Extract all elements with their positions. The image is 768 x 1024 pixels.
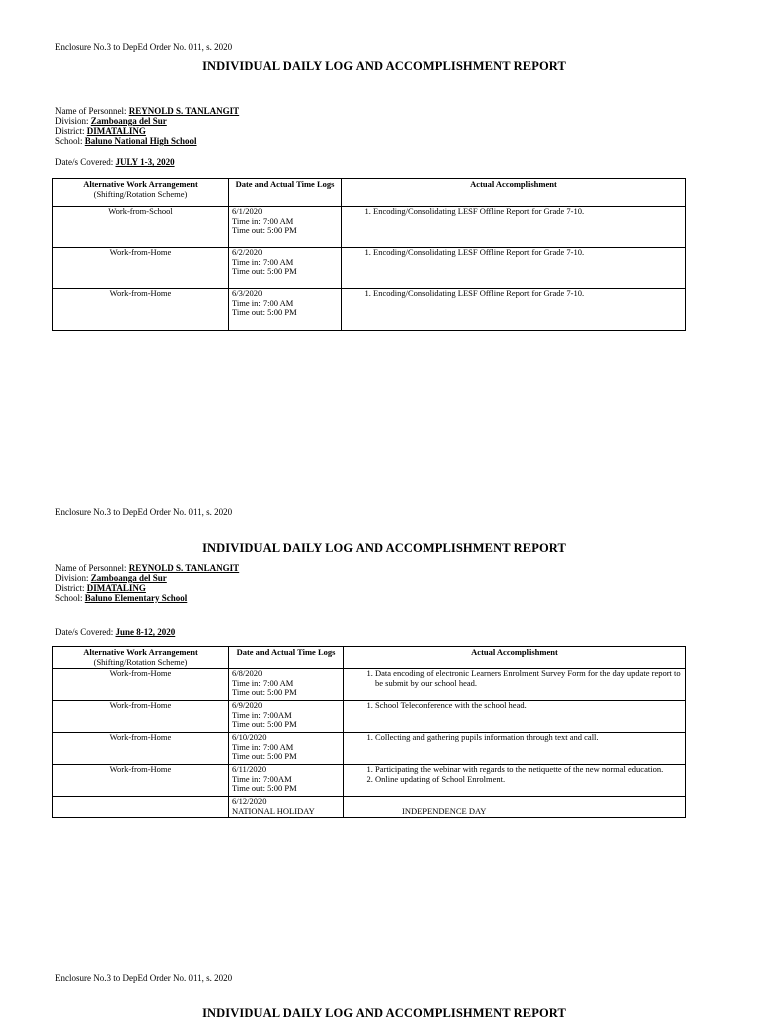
table-header-row [53,179,686,207]
date-time-cell: 6/1/2020 Time in: 7:00 AM Time out: 5:00 PM [229,207,342,248]
date-time-cell: 6/11/2020 Time in: 7:00AM Time out: 5:00 PM [229,765,344,797]
arrangement-cell: Work-from-Home [53,733,229,765]
school-value: Baluno National High School [84,136,197,146]
district-label: District: [55,126,87,136]
district-line [55,583,239,593]
arrangement-cell: Work-from-Home [53,248,229,289]
date-time-cell: 6/10/2020 Time in: 7:00 AM Time out: 5:00 PM [229,733,344,765]
school-label: School: [55,136,85,146]
dates-covered-2 [55,627,175,637]
accomplishment-cell: 1. Encoding/Consolidating LESF Offline Report for Grade 7-10. [342,207,686,248]
table-row [53,765,686,797]
dates-covered-1 [55,157,175,167]
report-title-3: INDIVIDUAL DAILY LOG AND ACCOMPLISHMENT REPORT [202,1006,566,1020]
personnel-name-line [55,106,239,116]
dates-label: Date/s Covered: [55,157,116,167]
enclosure-note-1: Enclosure No.3 to DepEd Order No. 011, s. 2020 [55,42,233,52]
report-title-2: INDIVIDUAL DAILY LOG AND ACCOMPLISHMENT REPORT [202,541,566,555]
personnel-label: Name of Personnel: [55,106,129,116]
date-time-cell: 6/8/2020 Time in: 7:00 AM Time out: 5:00 PM [229,669,344,701]
log-table-1 [52,178,686,331]
district-value: DIMATALING [86,126,146,136]
date-time-cell: 6/9/2020 Time in: 7:00AM Time out: 5:00 PM [229,701,344,733]
table-row [53,669,686,701]
school-value: Baluno Elementary School [84,593,188,603]
report-title-1: INDIVIDUAL DAILY LOG AND ACCOMPLISHMENT REPORT [202,59,566,73]
accomplishment-cell: 1. Participating the webinar with regards to the netiquette of the new normal education. 2. Online updating of School Enrolment. [344,765,686,797]
school-label: School: [55,593,85,603]
district-line [55,126,239,136]
table-row [53,207,686,248]
district-value: DIMATALING [86,583,146,593]
holiday-name: INDEPENDENCE DAY [402,805,487,816]
division-line [55,573,239,583]
arrangement-cell: Work-from-Home [53,289,229,331]
enclosure-note-2: Enclosure No.3 to DepEd Order No. 011, s. 2020 [55,507,233,517]
school-line [55,593,239,603]
enclosure-note-3: Enclosure No.3 to DepEd Order No. 011, s. 2020 [55,973,233,983]
accomplishment-cell: 1. Collecting and gathering pupils information through text and call. [344,733,686,765]
header-accomplishment: Actual Accomplishment [344,647,686,669]
arrangement-cell: Work-from-Home [53,669,229,701]
accomplishment-cell [344,797,686,818]
date-time-cell: 6/2/2020 Time in: 7:00 AM Time out: 5:00 PM [229,248,342,289]
personnel-name: REYNOLD S. TANLANGIT [128,563,240,573]
holiday-row [53,797,686,818]
division-line [55,116,239,126]
date-time-cell: 6/3/2020 Time in: 7:00 AM Time out: 5:00 PM [229,289,342,331]
personnel-label: Name of Personnel: [55,563,129,573]
school-line [55,136,239,146]
district-label: District: [55,583,87,593]
header-date-time: Date and Actual Time Logs [229,647,344,669]
dates-value: JULY 1-3, 2020 [115,157,175,167]
division-label: Division: [55,116,91,126]
division-label: Division: [55,573,91,583]
table-row [53,248,686,289]
table-row [53,289,686,331]
personnel-name: REYNOLD S. TANLANGIT [128,106,240,116]
accomplishment-cell: 1. School Teleconference with the school head. [344,701,686,733]
dates-value: June 8-12, 2020 [115,627,176,637]
arrangement-cell [53,797,229,818]
arrangement-cell: Work-from-Home [53,765,229,797]
division-value: Zamboanga del Sur [90,116,167,126]
header-date-time: Date and Actual Time Logs [229,179,342,207]
arrangement-cell: Work-from-School [53,207,229,248]
personnel-info-1 [55,106,239,146]
accomplishment-cell: 1. Encoding/Consolidating LESF Offline Report for Grade 7-10. [342,289,686,331]
accomplishment-cell: 1. Encoding/Consolidating LESF Offline Report for Grade 7-10. [342,248,686,289]
log-table-2 [52,646,686,818]
table-row [53,733,686,765]
table-row [53,701,686,733]
header-accomplishment: Actual Accomplishment [342,179,686,207]
table-header-row [53,647,686,669]
arrangement-cell: Work-from-Home [53,701,229,733]
dates-label: Date/s Covered: [55,627,116,637]
division-value: Zamboanga del Sur [90,573,167,583]
header-arrangement: Alternative Work Arrangement (Shifting/Rotation Scheme) [53,647,229,669]
personnel-name-line [55,563,239,573]
personnel-info-2 [55,563,239,603]
accomplishment-cell: 1. Data encoding of electronic Learners Enrolment Survey Form for the day update report to be submit by our school head. [344,669,686,701]
date-time-cell: 6/12/2020 NATIONAL HOLIDAY [229,797,344,818]
header-arrangement: Alternative Work Arrangement (Shifting/Rotation Scheme) [53,179,229,207]
